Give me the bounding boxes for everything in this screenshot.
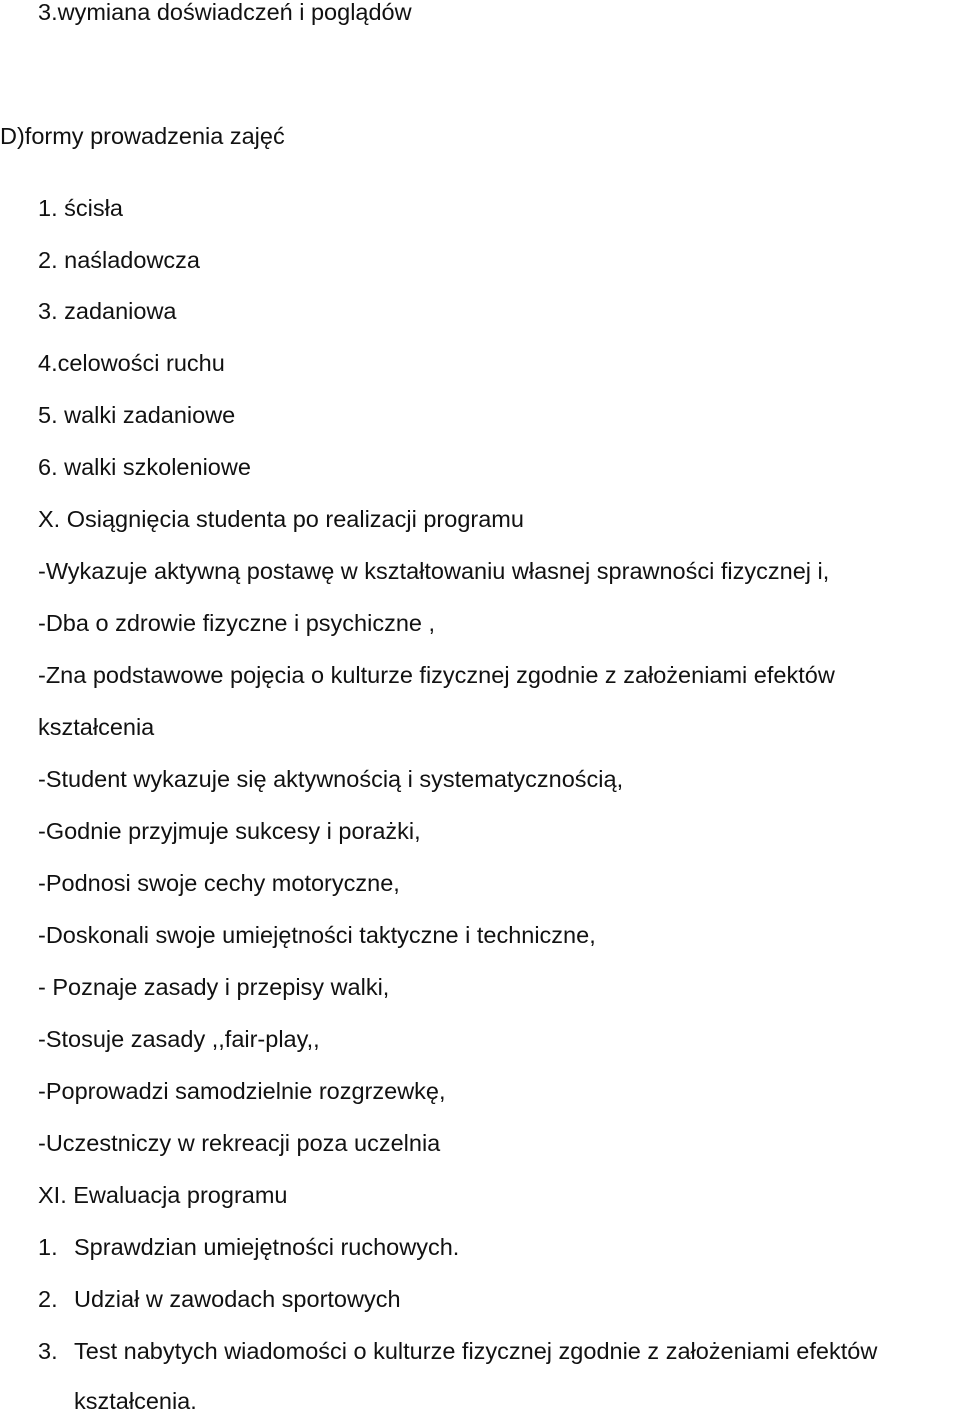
- evaluation-item-text: Test nabytych wiadomości o kulturze fizycznej zgodnie z założeniami efektów: [74, 1338, 878, 1364]
- evaluation-item-number: 3.: [38, 1338, 58, 1364]
- section-heading-evaluation: XI. Ewaluacja programu: [38, 1182, 288, 1208]
- list-item: 4.celowości ruchu: [38, 350, 225, 376]
- outcome-line: -Podnosi swoje cechy motoryczne,: [38, 870, 400, 896]
- outcome-line: -Zna podstawowe pojęcia o kulturze fizycznej zgodnie z założeniami efektów: [38, 662, 835, 688]
- evaluation-item-continuation: kształcenia.: [74, 1388, 197, 1414]
- list-item: 3. zadaniowa: [38, 298, 177, 324]
- section-heading-achievements: X. Osiągnięcia studenta po realizacji programu: [38, 506, 524, 532]
- outcome-line: -Student wykazuje się aktywnością i systematycznością,: [38, 766, 624, 792]
- list-item: 5. walki zadaniowe: [38, 402, 236, 428]
- outcome-line: -Uczestniczy w rekreacji poza uczelnia: [38, 1130, 441, 1156]
- list-item: 2. naśladowcza: [38, 247, 200, 273]
- list-item: 6. walki szkoleniowe: [38, 454, 251, 480]
- list-item: 3.wymiana doświadczeń i poglądów: [38, 0, 412, 25]
- outcome-line: kształcenia: [38, 714, 155, 740]
- evaluation-item-number: 2.: [38, 1286, 58, 1312]
- outcome-line: -Stosuje zasady ,,fair-play,,: [38, 1026, 320, 1052]
- evaluation-item-number: 1.: [38, 1234, 58, 1260]
- outcome-line: -Poprowadzi samodzielnie rozgrzewkę,: [38, 1078, 446, 1104]
- outcome-line: -Doskonali swoje umiejętności taktyczne i techniczne,: [38, 922, 596, 948]
- section-heading-forms: D)formy prowadzenia zajęć: [0, 123, 285, 149]
- evaluation-item-text: Udział w zawodach sportowych: [74, 1286, 401, 1312]
- outcome-line: -Dba o zdrowie fizyczne i psychiczne ,: [38, 610, 436, 636]
- outcome-line: -Godnie przyjmuje sukcesy i porażki,: [38, 818, 421, 844]
- evaluation-item-text: Sprawdzian umiejętności ruchowych.: [74, 1234, 460, 1260]
- list-item: 1. ścisła: [38, 195, 123, 221]
- outcome-line: - Poznaje zasady i przepisy walki,: [38, 974, 390, 1000]
- outcome-line: -Wykazuje aktywną postawę w kształtowaniu własnej sprawności fizycznej i,: [38, 558, 830, 584]
